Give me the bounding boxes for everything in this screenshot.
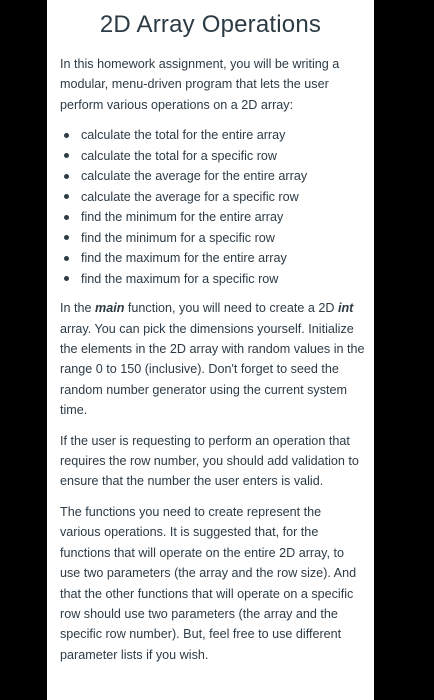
bullet-icon	[64, 133, 69, 138]
main-text-1: In the	[60, 301, 96, 316]
main-keyword: main	[95, 301, 125, 316]
bullet-icon	[64, 256, 69, 261]
list-item	[60, 187, 365, 208]
list-item	[60, 125, 365, 146]
bullet-icon	[64, 276, 69, 281]
functions-paragraph: The functions you need to create represent the various operations. It is suggested that, for the functions that will operate on the entire 2D array, to use two parameters (the array and the row size). And that the other functions that will operate on a specific row should use two parameters (the array and the specific row number). But, feel free to use different parameter lists if you wish.	[60, 504, 357, 662]
list-item	[60, 248, 365, 269]
page-title: 2D Array Operations	[99, 11, 322, 38]
list-item	[60, 228, 365, 249]
list-item-text: find the minimum for a specific row	[81, 230, 275, 245]
list-item	[60, 269, 365, 290]
validation-paragraph: If the user is requesting to perform an operation that requires the row number, you should add validation to ensure that the number the user enters is valid.	[60, 433, 359, 489]
list-item-text: calculate the total for a specific row	[81, 148, 277, 163]
list-item-text: find the maximum for a specific row	[81, 271, 279, 286]
int-keyword: int	[337, 301, 354, 316]
list-item	[60, 207, 365, 228]
list-item-text: calculate the total for the entire array	[81, 128, 286, 143]
operations-list	[60, 125, 365, 289]
list-item-text: find the minimum for the entire array	[81, 210, 284, 225]
list-item	[60, 146, 365, 167]
bullet-icon	[64, 174, 69, 179]
assignment-page	[47, 0, 374, 700]
bullet-icon	[64, 235, 69, 240]
list-item-text: calculate the average for a specific row	[81, 189, 299, 204]
bullet-icon	[64, 153, 69, 158]
list-item-text: calculate the average for the entire array	[81, 169, 308, 184]
assignment-body	[60, 54, 365, 665]
bullet-icon	[64, 194, 69, 199]
main-text-2: function, you will need to create a 2D	[124, 301, 338, 316]
bullet-icon	[64, 215, 69, 220]
intro-paragraph: In this homework assignment, you will be writing a modular, menu-driven program that lets the user perform various operations on a 2D array:	[60, 57, 340, 112]
list-item	[60, 166, 365, 187]
main-text-3: array. You can pick the dimensions yourself. Initialize the elements in the 2D array with random values in the range 0 to 150 (inclusive). Don't forget to seed the random number generator using the current system time.	[60, 321, 365, 418]
list-item-text: find the maximum for the entire array	[81, 251, 287, 266]
main-function-paragraph	[60, 298, 365, 420]
